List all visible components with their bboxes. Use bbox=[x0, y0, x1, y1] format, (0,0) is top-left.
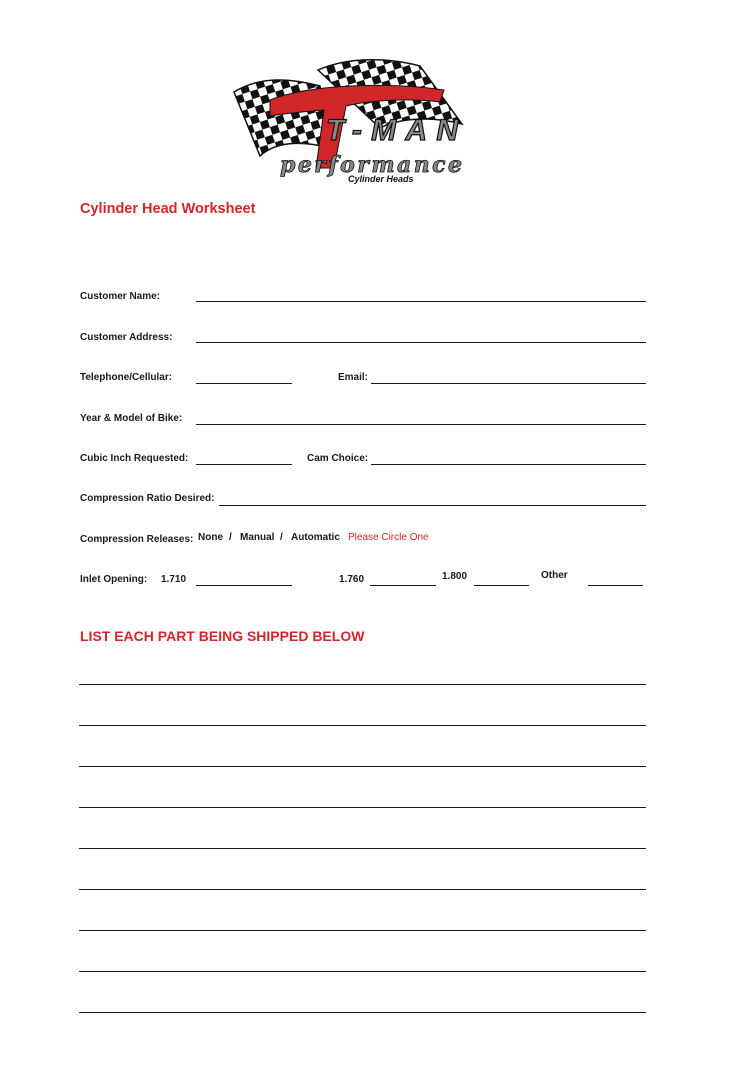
logo-script-text: performance bbox=[280, 152, 462, 178]
compression-releases-label: Compression Releases: bbox=[80, 534, 194, 545]
part-line[interactable] bbox=[79, 848, 646, 849]
part-line[interactable] bbox=[79, 1012, 646, 1013]
inlet-1800-field[interactable] bbox=[474, 585, 529, 586]
customer-address-field[interactable] bbox=[196, 342, 646, 343]
parts-heading: LIST EACH PART BEING SHIPPED BELOW bbox=[80, 628, 365, 644]
telephone-field[interactable] bbox=[196, 383, 292, 384]
compression-ratio-label: Compression Ratio Desired: bbox=[80, 493, 215, 504]
part-line[interactable] bbox=[79, 684, 646, 685]
inlet-option-1760: 1.760 bbox=[339, 574, 365, 585]
customer-name-field[interactable] bbox=[196, 301, 646, 302]
cubic-inch-label: Cubic Inch Requested: bbox=[80, 453, 189, 464]
customer-name-label: Customer Name: bbox=[80, 291, 161, 302]
inlet-1760-field[interactable] bbox=[370, 585, 436, 586]
customer-address-label: Customer Address: bbox=[80, 332, 173, 343]
logo-sub-text: Cylinder Heads bbox=[348, 174, 414, 184]
compression-ratio-field[interactable] bbox=[219, 505, 646, 506]
inlet-option-1800: 1.800 bbox=[442, 571, 468, 582]
cubic-inch-field[interactable] bbox=[196, 464, 292, 465]
form-title: Cylinder Head Worksheet bbox=[80, 201, 256, 217]
email-field[interactable] bbox=[371, 383, 646, 384]
release-option-automatic[interactable]: Automatic bbox=[291, 532, 340, 543]
inlet-1710-field[interactable] bbox=[196, 585, 292, 586]
circle-one-note: Please Circle One bbox=[348, 532, 429, 543]
email-label: Email: bbox=[338, 372, 369, 383]
year-model-field[interactable] bbox=[196, 424, 646, 425]
release-option-manual[interactable]: Manual bbox=[240, 532, 275, 543]
inlet-option-1710: 1.710 bbox=[161, 574, 187, 585]
inlet-option-other: Other bbox=[541, 570, 568, 581]
part-line[interactable] bbox=[79, 971, 646, 972]
part-line[interactable] bbox=[79, 807, 646, 808]
part-line[interactable] bbox=[79, 725, 646, 726]
logo-brand-text: T-MAN bbox=[326, 114, 458, 147]
part-line[interactable] bbox=[79, 930, 646, 931]
part-line[interactable] bbox=[79, 889, 646, 890]
release-separator: / bbox=[229, 532, 232, 543]
release-separator: / bbox=[280, 532, 283, 543]
release-option-none[interactable]: None bbox=[198, 532, 223, 543]
inlet-other-field[interactable] bbox=[588, 585, 643, 586]
inlet-opening-label: Inlet Opening: bbox=[80, 574, 148, 585]
cam-choice-field[interactable] bbox=[371, 464, 646, 465]
t-man-performance-logo bbox=[230, 56, 470, 186]
cam-choice-label: Cam Choice: bbox=[307, 453, 369, 464]
telephone-label: Telephone/Cellular: bbox=[80, 372, 173, 383]
year-model-label: Year & Model of Bike: bbox=[80, 413, 183, 424]
part-line[interactable] bbox=[79, 766, 646, 767]
